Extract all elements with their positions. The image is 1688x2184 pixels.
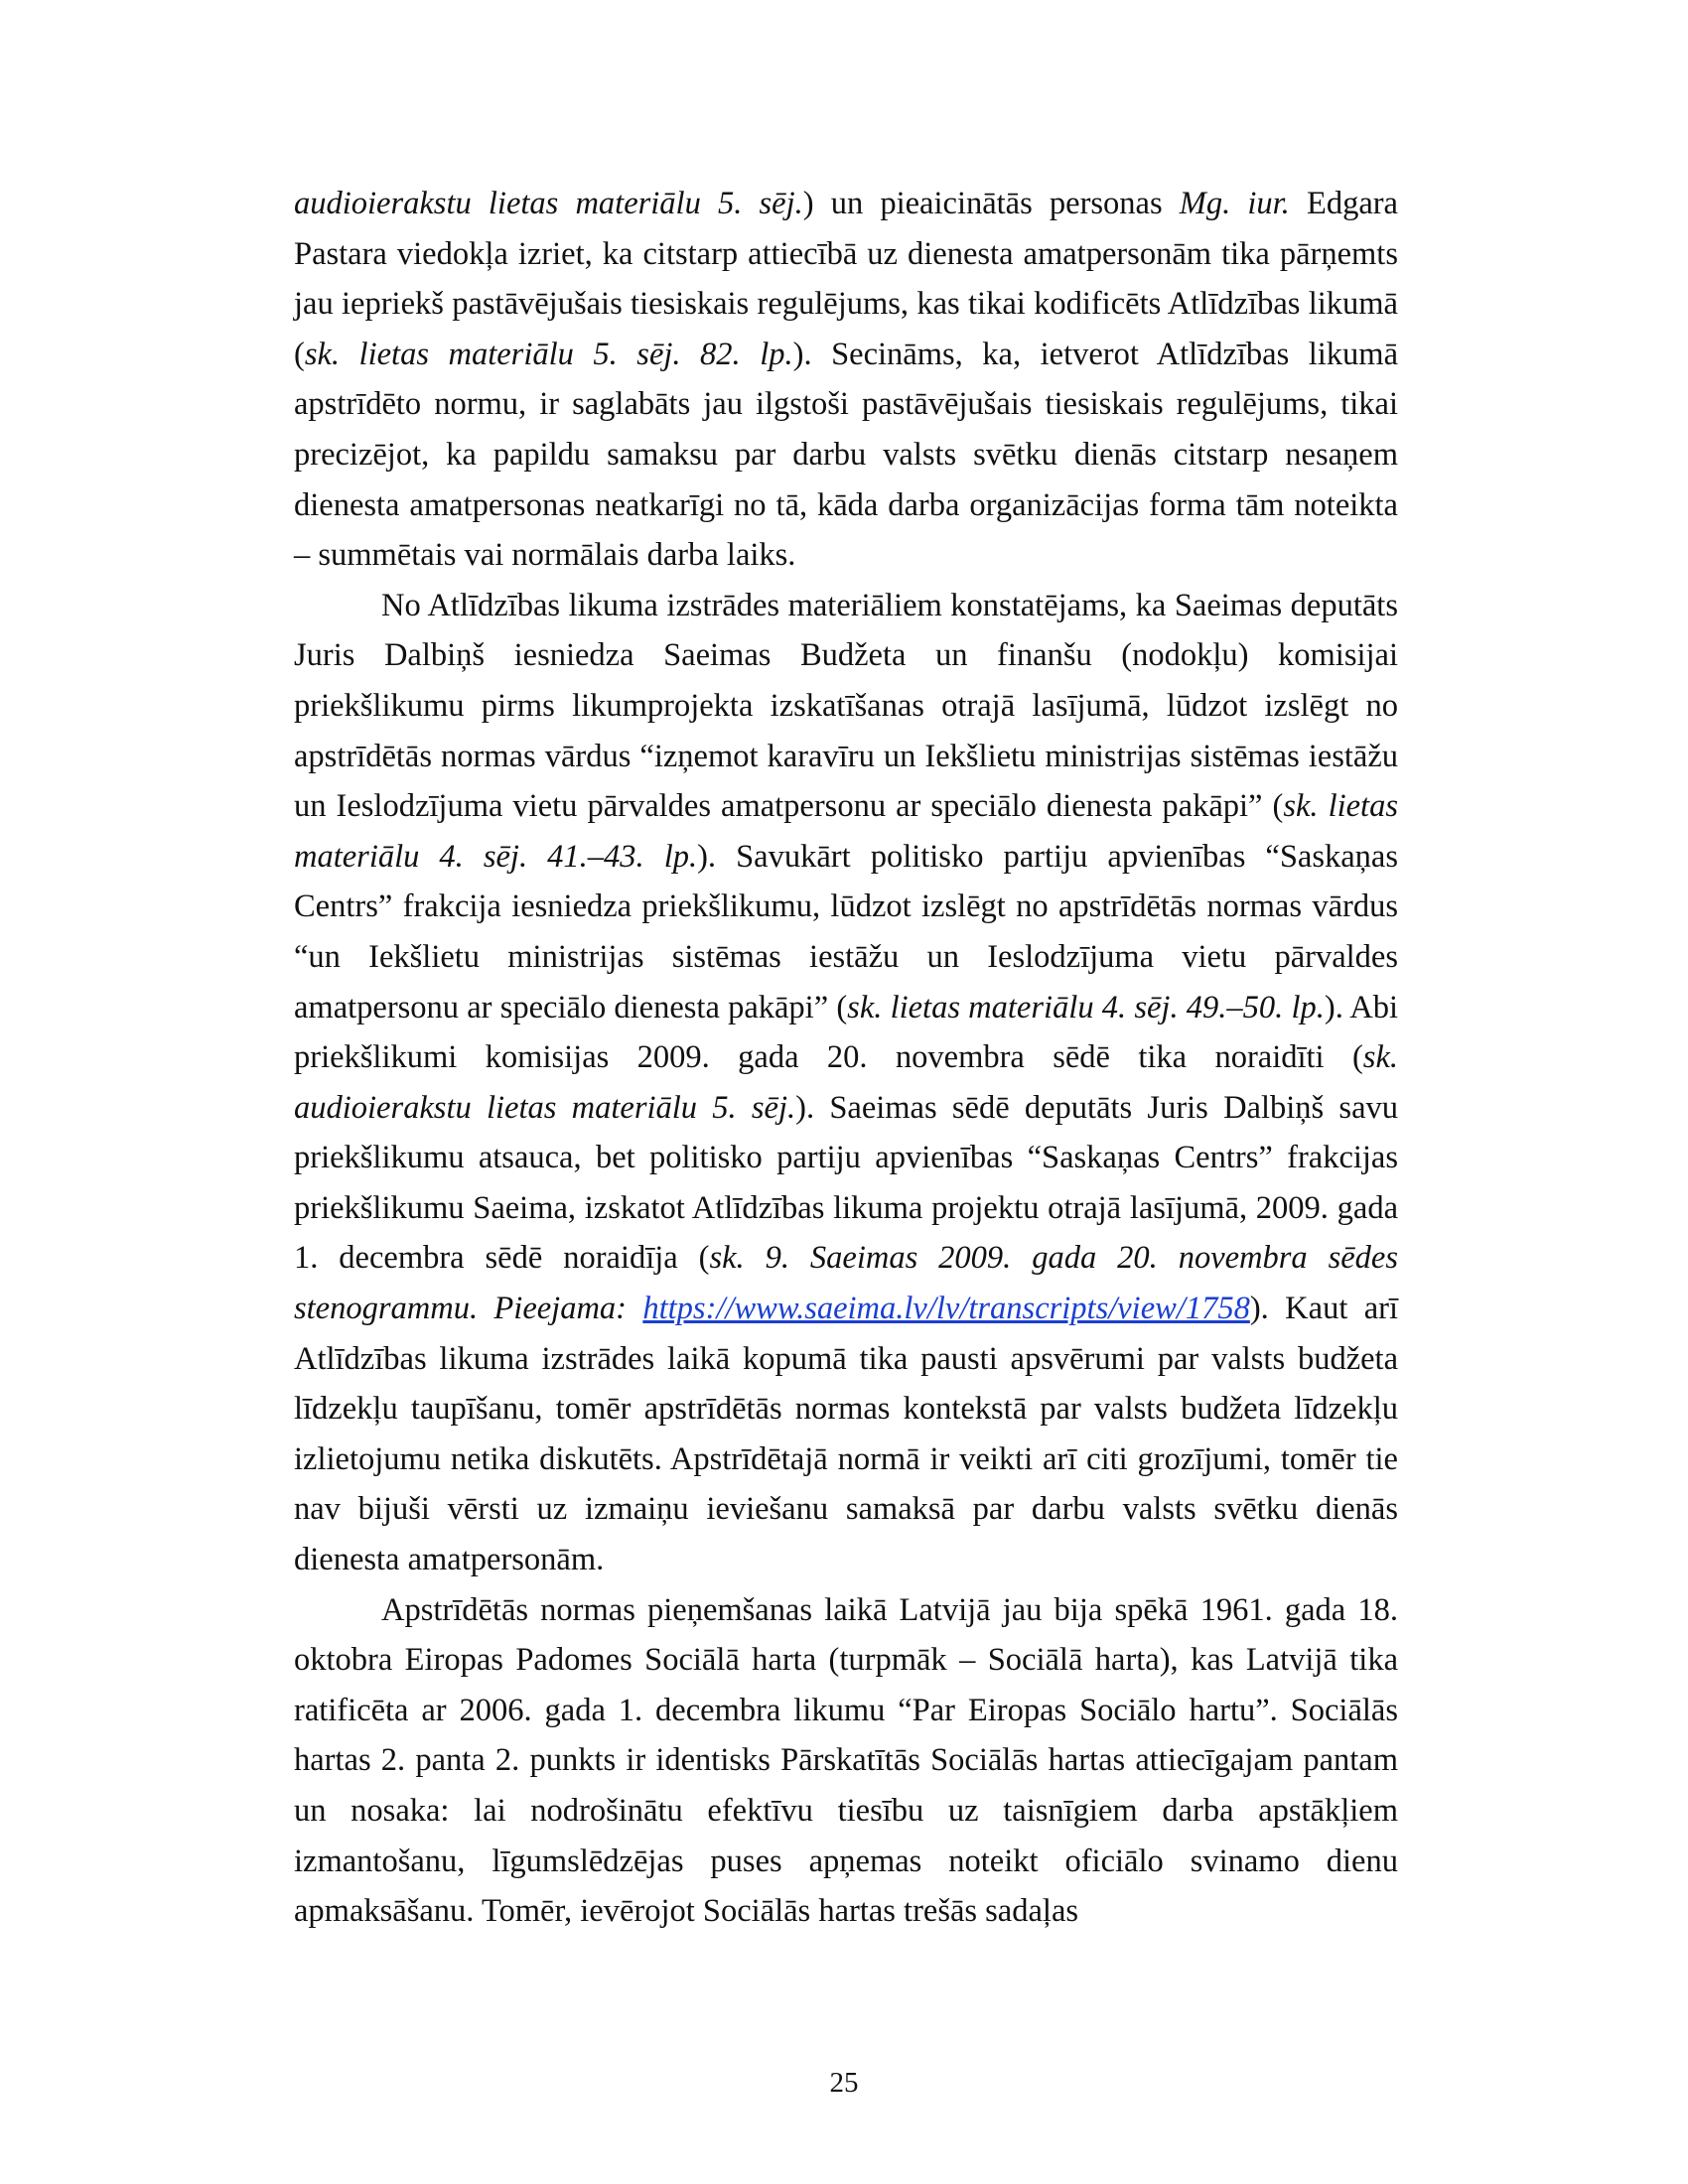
italic-citation: sk. 9. Saeimas 2009. gada 20. novembra sēdes stenogrammu. Pieejama:	[294, 1240, 1398, 1327]
text-segment: ). Savukārt politisko partiju apvienības “Saskaņas Centrs” frakcija iesniedza priekšlikumu, lūdzot izslēgt no apstrīdētās normas vārdus “un Iekšlietu ministrijas sistēmas iestāžu un Ieslodzījuma vietu pārvaldes amatpersonu ar speciālo dienesta pakāpi” (	[294, 838, 1398, 1025]
paragraph-2	[294, 581, 1398, 1585]
paragraph-3	[294, 1585, 1398, 1937]
italic-citation: sk. lietas materiālu 5. sēj. 82. lp.	[304, 336, 793, 372]
italic-citation: sk. lietas materiālu 4. sēj. 49.–50. lp.	[847, 989, 1325, 1025]
text-segment: ). Saeimas sēdē deputāts Juris Dalbiņš savu priekšlikumu atsauca, bet politisko partiju apvienības “Saskaņas Centrs” frakcijas priekšlikumu Saeima, izskatot Atlīdzības likuma projektu otrajā lasījumā, 2009. gada 1. decembra sēdē noraidīja (	[294, 1089, 1398, 1277]
transcript-link[interactable]: https://www.saeima.lv/lv/transcripts/view/1758	[642, 1291, 1250, 1327]
italic-citation: audioierakstu lietas materiālu 5. sēj.	[294, 186, 803, 221]
italic-citation: sk. lietas materiālu 4. sēj. 41.–43. lp.	[294, 788, 1398, 875]
text-segment: ). Kaut arī Atlīdzības likuma izstrādes laikā kopumā tika pausti apsvērumi par valsts budžeta līdzekļu taupīšanu, tomēr apstrīdētās normas kontekstā par valsts budžeta līdzekļu izlietojumu netika diskutēts. Apstrīdētajā normā ir veikti arī citi grozījumi, tomēr tie nav bijuši vērsti uz izmaiņu ieviešanu samaksā par darbu valsts svētku dienās dienesta amatpersonām.	[294, 1291, 1399, 1578]
text-segment: ) un pieaicinātās personas	[802, 186, 1180, 221]
text-segment: Apstrīdētās normas pieņemšanas laikā Latvijā jau bija spēkā 1961. gada 18. oktobra Eiropas Padomes Sociālā harta (turpmāk – Sociālā harta), kas Latvijā tika ratificēta ar 2006. gada 1. decembra likumu “Par Eiropas Sociālo hartu”. Sociālās hartas 2. panta 2. punkts ir identisks Pārskatītās Sociālās hartas attiecīgajam pantam un nosaka: lai nodrošinātu efektīvu tiesību uz taisnīgiem darba apstākļiem izmantošanu, līgumslēdzējas puses apņemas noteikt oficiālo svinamo dienu apmaksāšanu. Tomēr, ievērojot Sociālās hartas trešās sadaļas	[294, 1591, 1398, 1930]
text-segment: ). Secināms, ka, ietverot Atlīdzības likumā apstrīdēto normu, ir saglabāts jau ilgstoši pastāvējušais tiesiskais regulējums, tikai precizējot, ka papildu samaksu par darbu valsts svētku dienās citstarp nesaņem dienesta amatpersonas neatkarīgi no tā, kāda darba organizācijas forma tām noteikta – summētais vai normālais darba laiks.	[294, 336, 1399, 574]
page-number: 25	[829, 2067, 859, 2099]
text-segment: ). Abi priekšlikumi komisijas 2009. gada 20. novembra sēdē tika noraidīti (	[294, 989, 1398, 1076]
italic-citation: sk. audioierakstu lietas materiālu 5. sēj.	[294, 1039, 1398, 1126]
text-segment: Edgara Pastara viedokļa izriet, ka citstarp attiecībā uz dienesta amatpersonām tika pārņemts jau iepriekš pastāvējušais tiesiskais regulējums, kas tikai kodificēts Atlīdzības likumā (	[294, 186, 1398, 372]
body-text	[294, 179, 1398, 1937]
italic-citation: Mg. iur.	[1179, 186, 1290, 221]
paragraph-1	[294, 179, 1398, 581]
text-segment: No Atlīdzības likuma izstrādes materiāliem konstatējams, ka Saeimas deputāts Juris Dalbiņš iesniedza Saeimas Budžeta un finanšu (nodokļu) komisijai priekšlikumu pirms likumprojekta izskatīšanas otrajā lasījumā, lūdzot izslēgt no apstrīdētās normas vārdus “izņemot karavīru un Iekšlietu ministrijas sistēmas iestāžu un Ieslodzījuma vietu pārvaldes amatpersonu ar speciālo dienesta pakāpi” (	[294, 587, 1398, 825]
